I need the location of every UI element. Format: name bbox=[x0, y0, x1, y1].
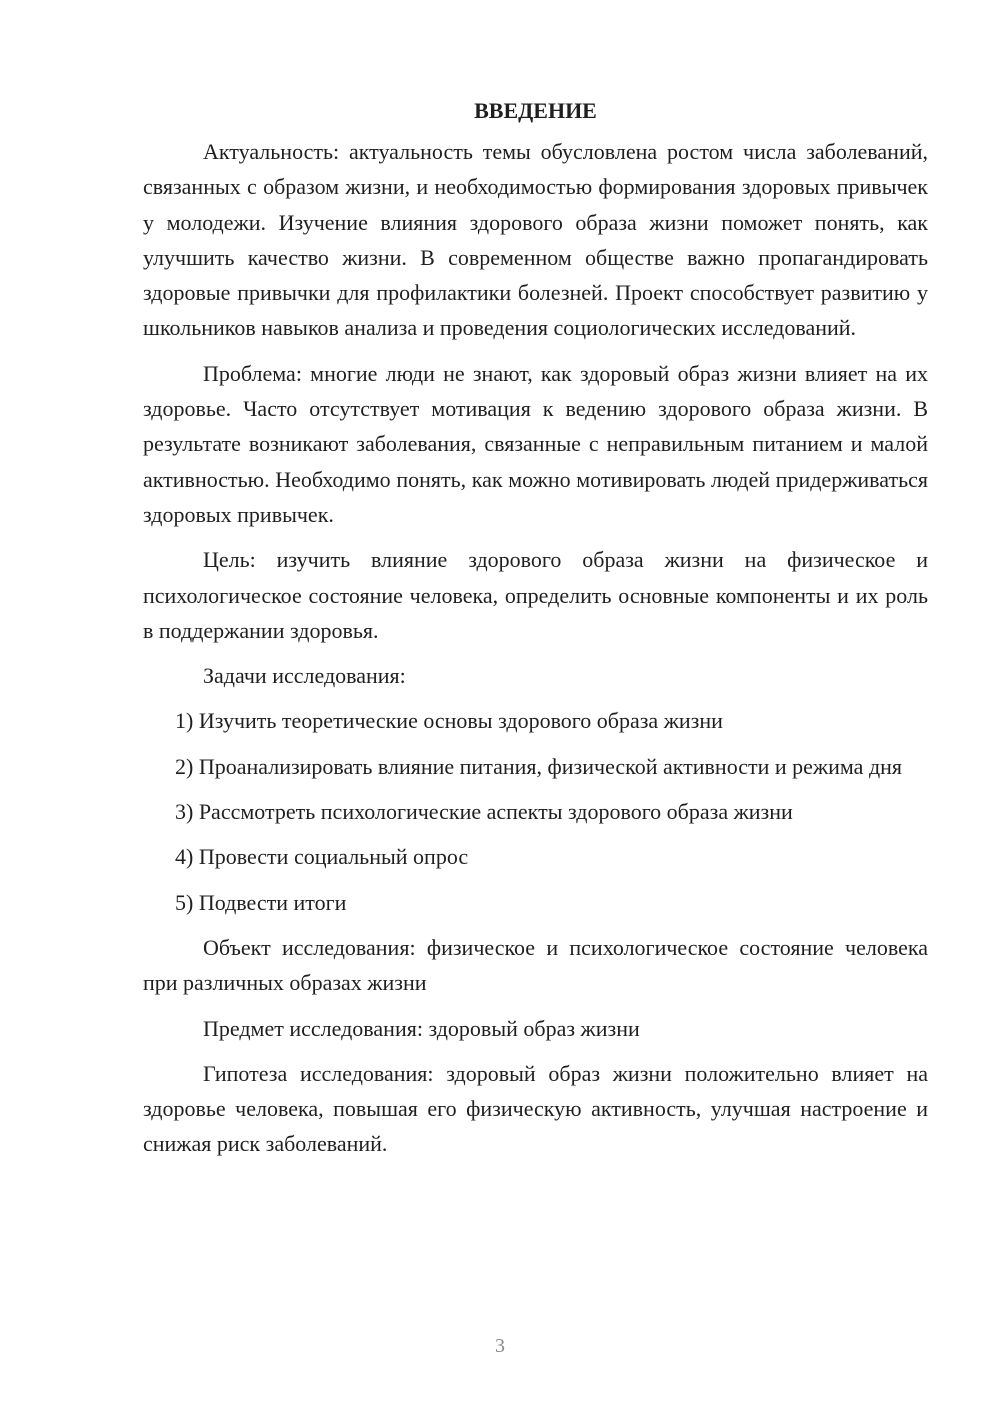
page-number: 3 bbox=[495, 1335, 505, 1357]
hypothesis-paragraph: Гипотеза исследования: здоровый образ жизни положительно влияет на здоровье человека, повышая его физическую активность, улучшая настроение и снижая риск заболеваний. bbox=[143, 1060, 928, 1157]
tasks-heading: Задачи исследования: bbox=[203, 663, 406, 689]
task-item-4: 4) Провести социальный опрос bbox=[175, 844, 469, 870]
task-item-5: 5) Подвести итоги bbox=[175, 889, 347, 915]
object-paragraph: Объект исследования: физическое и психологическое состояние человека при различных образах жизни bbox=[143, 934, 928, 996]
section-title: ВВЕДЕНИЕ bbox=[474, 98, 597, 123]
problem-paragraph: Проблема: многие люди не знают, как здоровый образ жизни влияет на их здоровье. Часто отсутствует мотивация к ведению здорового образа жизни. В результате возникают заболевания, связанные с неправильным питанием и малой активностью. Необходимо понять, как можно мотивировать людей придерживаться здоровых привычек. bbox=[143, 360, 928, 527]
page-content bbox=[143, 96, 928, 1172]
task-item-1: 1) Изучить теоретические основы здорового образа жизни bbox=[175, 708, 723, 734]
relevance-paragraph: Актуальность: актуальность темы обусловлена ростом числа заболеваний, связанных с образом жизни, и необходимостью формирования здоровых привычек у молодежи. Изучение влияния здорового образа жизни поможет понять, как улучшить качество жизни. В современном обществе важно пропагандировать здоровые привычки для профилактики болезней. Проект способствует развитию у школьников навыков анализа и проведения социологических исследований. bbox=[143, 139, 928, 341]
task-item-3: 3) Рассмотреть психологические аспекты здорового образа жизни bbox=[175, 799, 793, 825]
goal-paragraph: Цель: изучить влияние здорового образа жизни на физическое и психологическое состояние человека, определить основные компоненты и их роль в поддержании здоровья. bbox=[143, 547, 928, 643]
task-item-2: 2) Проанализировать влияние питания, физической активности и режима дня bbox=[175, 753, 903, 779]
subject-paragraph: Предмет исследования: здоровый образ жизни bbox=[203, 1015, 640, 1041]
